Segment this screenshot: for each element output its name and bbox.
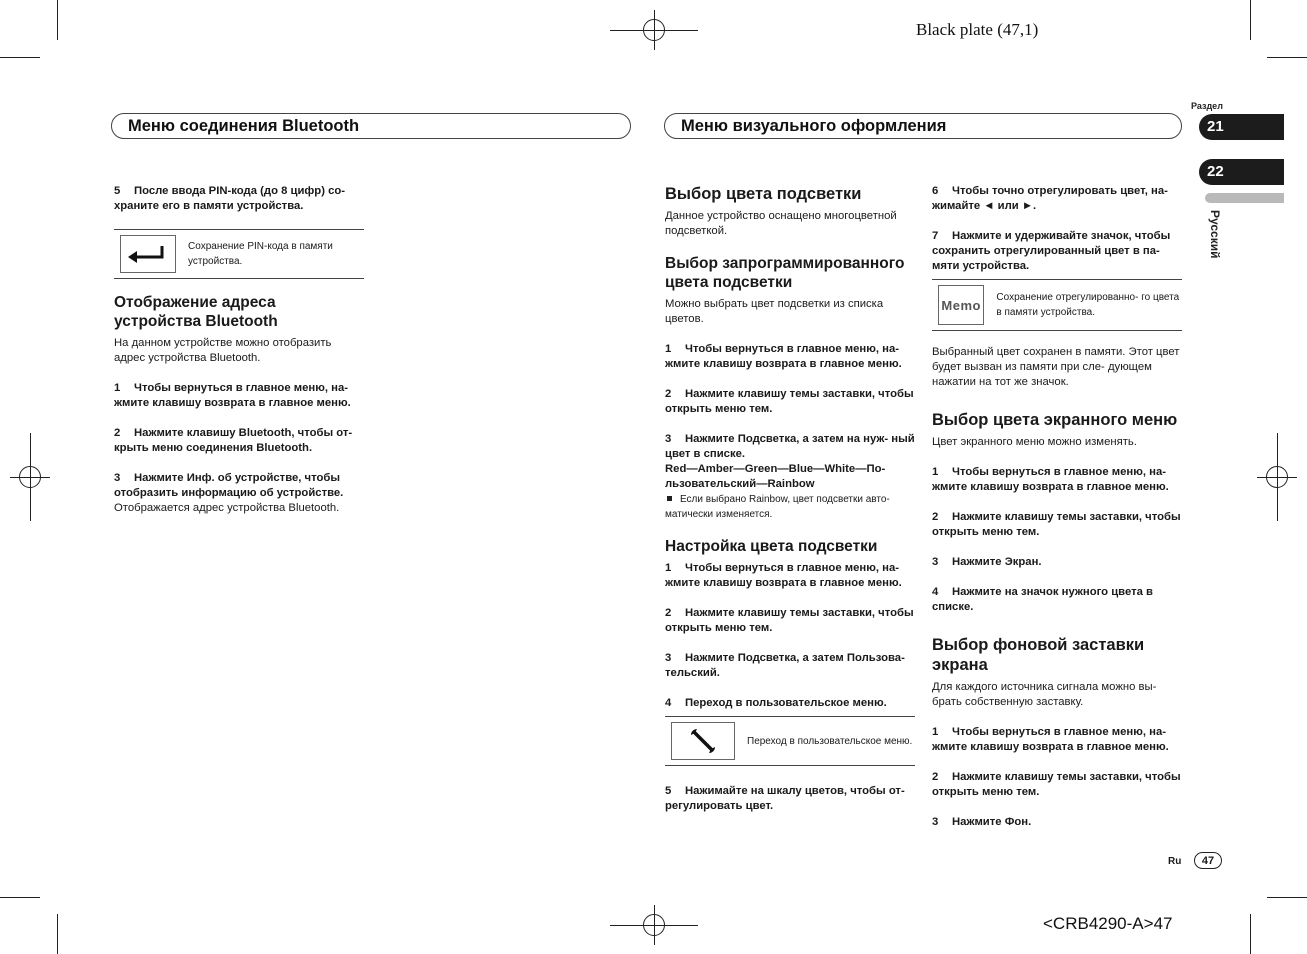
plate-label: Black plate (47,1) <box>916 20 1039 39</box>
bullet-note: Если выбрано Rainbow, цвет подсветки авто- матически изменяется. <box>665 494 890 520</box>
body-text: Отображается адрес устройства Bluetooth. <box>114 502 340 514</box>
step-3: 3 Нажмите Подсветка, а затем Пользова- тельский. <box>665 652 905 679</box>
step-1: 1 Чтобы вернуться в главное меню, на- жмите клавишу возврата в главное меню. <box>932 466 1169 493</box>
column-3 <box>932 184 1182 845</box>
step-3: 3 Нажмите Фон. <box>932 816 1032 828</box>
crop-mark <box>1267 897 1307 898</box>
step-7: 7 Нажмите и удерживайте значок, чтобы сохранить отрегулированный цвет в па- мяти устройства. <box>932 230 1171 272</box>
crop-mark <box>57 914 58 954</box>
step-6: 6 Чтобы точно отрегулировать цвет, на- жимайте ◄ или ►. <box>932 185 1168 212</box>
icon-note-text: Сохранение PIN-кода в памяти устройства. <box>188 241 333 267</box>
step-3: 3 Нажмите Экран. <box>932 556 1042 568</box>
step-3: 3 Нажмите Инф. об устройстве, чтобы отобразить информацию об устройстве. <box>114 472 344 499</box>
crop-mark <box>1250 0 1251 40</box>
step-2: 2 Нажмите клавишу Bluetooth, чтобы от- крыть меню соединения Bluetooth. <box>114 427 353 454</box>
step-2: 2 Нажмите клавишу темы заставки, чтобы открыть меню тем. <box>665 607 914 634</box>
step-1: 1 Чтобы вернуться в главное меню, на- жмите клавишу возврата в главное меню. <box>932 726 1169 753</box>
crop-mark <box>1267 57 1307 58</box>
column-1 <box>114 184 364 531</box>
section-tab-gray <box>1205 193 1284 203</box>
heading-screen-color: Выбор цвета экранного меню <box>932 411 1178 429</box>
step-4: 4 Переход в пользовательское меню. <box>665 697 887 709</box>
heading-preset-color: Выбор запрограммированного цвета подсветки <box>665 255 905 291</box>
step-3: 3 Нажмите Подсветка, а затем на нуж- ный цвет в списке. <box>665 433 915 460</box>
page-lang: Ru <box>1168 856 1182 867</box>
crop-mark <box>1250 914 1251 954</box>
color-list: Red—Amber—Green—Blue—White—По- льзовательский—Rainbow <box>665 463 886 490</box>
page-number: 47 <box>1194 852 1222 869</box>
heading-backlight-color: Выбор цвета подсветки <box>665 185 862 203</box>
body-text: Цвет экранного меню можно изменять. <box>932 436 1137 448</box>
step-5: 5 Нажимайте на шкалу цветов, чтобы от- регулировать цвет. <box>665 785 905 812</box>
header-right-pill: Меню визуального оформления <box>664 113 1182 139</box>
memo-note-box <box>932 279 1182 331</box>
step-1: 1 Чтобы вернуться в главное меню, на- жмите клавишу возврата в главное меню. <box>665 343 902 370</box>
heading-background: Выбор фоновой заставки экрана <box>932 636 1145 674</box>
step-4: 4 Нажмите на значок нужного цвета в списке. <box>932 586 1153 613</box>
section-tab-21: 21 <box>1199 114 1284 140</box>
crop-mark <box>57 0 58 40</box>
language-label: Русский <box>1208 210 1222 259</box>
crop-mark <box>0 897 40 898</box>
body-text: Выбранный цвет сохранен в памяти. Этот цвет будет вызван из памяти при сле- дующем нажатии на тот же значок. <box>932 346 1180 388</box>
registration-mark <box>1266 466 1288 488</box>
header-left-pill: Меню соединения Bluetooth <box>111 113 631 139</box>
body-text: Для каждого источника сигнала можно вы- брать собственную заставку. <box>932 681 1157 708</box>
memo-icon: Memo <box>938 285 984 325</box>
step-1: 1 Чтобы вернуться в главное меню, на- жмите клавишу возврата в главное меню. <box>114 382 351 409</box>
enter-icon <box>120 235 176 273</box>
wrench-icon <box>671 722 735 760</box>
icon-note-box <box>665 716 915 766</box>
body-text: Можно выбрать цвет подсветки из списка цветов. <box>665 298 884 325</box>
step-2: 2 Нажмите клавишу темы заставки, чтобы открыть меню тем. <box>932 511 1181 538</box>
body-text: На данном устройстве можно отобразить адрес устройства Bluetooth. <box>114 337 332 364</box>
registration-mark <box>643 19 665 41</box>
heading-adjust-color: Настройка цвета подсветки <box>665 538 878 555</box>
step-2: 2 Нажмите клавишу темы заставки, чтобы открыть меню тем. <box>665 388 914 415</box>
memo-note-text: Сохранение отрегулированно- го цвета в памяти устройства. <box>996 292 1180 318</box>
step-1: 1 Чтобы вернуться в главное меню, на- жмите клавишу возврата в главное меню. <box>665 562 902 589</box>
section-label: Раздел <box>1191 101 1223 111</box>
step-2: 2 Нажмите клавишу темы заставки, чтобы открыть меню тем. <box>932 771 1181 798</box>
footer-code: <CRB4290-A>47 <box>1043 914 1173 933</box>
crop-mark <box>0 57 40 58</box>
icon-note-box <box>114 229 364 279</box>
registration-mark <box>643 914 665 936</box>
icon-note-text: Переход в пользовательское меню. <box>747 735 913 747</box>
body-text: Данное устройство оснащено многоцветной подсветкой. <box>665 210 897 237</box>
section-tab-22: 22 <box>1199 159 1284 185</box>
column-2 <box>665 184 915 829</box>
heading-bt-address: Отображение адреса устройства Bluetooth <box>114 294 278 330</box>
registration-mark <box>19 466 41 488</box>
step-5: 5 После ввода PIN-кода (до 8 цифр) со- храните его в памяти устройства. <box>114 185 346 212</box>
